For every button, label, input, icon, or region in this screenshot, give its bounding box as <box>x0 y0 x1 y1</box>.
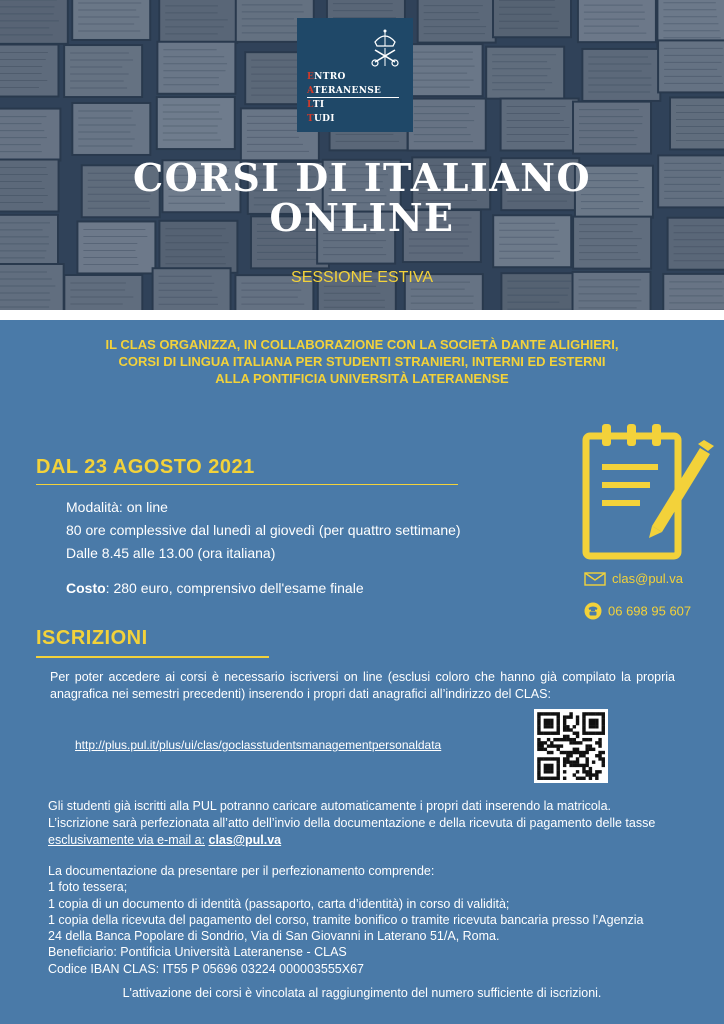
logo-line: ENTRO <box>307 72 346 82</box>
cost-label: Costo <box>66 580 106 596</box>
intro-text <box>0 336 724 387</box>
logo-wordmark <box>307 70 381 126</box>
exclusive-label: esclusivamente via e-mail a: <box>48 833 206 847</box>
logo-line: ATERANENSE <box>307 86 382 96</box>
date-underline <box>36 484 458 485</box>
documents-line: 1 copia di un documento di identità (passaporto, carta d’identità) in corso di validità; <box>48 896 510 911</box>
registration-underline <box>36 656 269 658</box>
documents-line: 1 copia della ricevuta del pagamento del corso, tramite bonifico o tramite ricevuta bancaria presso l’Agenzia <box>48 912 644 927</box>
course-cost <box>66 580 364 596</box>
registration-email-link[interactable]: clas@pul.va <box>208 833 282 847</box>
divider-band <box>0 310 724 320</box>
course-time: Dalle 8.45 alle 13.00 (ora italiana) <box>66 545 276 561</box>
notepad-pencil-icon <box>582 422 714 562</box>
hero-banner <box>0 0 724 310</box>
cost-value: : 280 euro, comprensivo dell'esame finale <box>105 580 364 596</box>
main-title-line2: ONLINE <box>269 195 455 240</box>
registration-heading: ISCRIZIONI <box>36 627 148 649</box>
course-hours: 80 ore complessive dal lunedì al giovedì (per quattro settimane) <box>66 522 461 538</box>
registration-details <box>48 798 688 849</box>
qr-code[interactable] <box>534 709 608 783</box>
documents-list <box>48 863 698 977</box>
documents-line: La documentazione da presentare per il perfezionamento comprende: <box>48 864 435 878</box>
registration-link[interactable]: http://plus.pul.it/plus/ui/clas/goclasstudentsmanagementpersonaldata <box>75 738 442 752</box>
intro-line: ALLA PONTIFICIA UNIVERSITÀ LATERANENSE <box>215 371 509 386</box>
contact-email[interactable] <box>584 570 683 586</box>
session-subtitle: SESSIONE ESTIVA <box>291 269 433 286</box>
envelope-icon <box>584 572 606 586</box>
contact-phone[interactable] <box>584 602 691 620</box>
intro-line: CORSI DI LINGUA ITALIANA PER STUDENTI STRANIERI, INTERNI ED ESTERNI <box>118 354 606 369</box>
main-title-line1: CORSI DI ITALIANO <box>132 155 592 200</box>
documents-line: 1 foto tessera; <box>48 880 128 895</box>
documents-line: Beneficiario: Pontificia Università Lateranense - CLAS <box>48 945 347 960</box>
clas-logo <box>297 18 413 132</box>
phone-icon <box>584 602 602 620</box>
contact-phone-text: 06 698 95 607 <box>608 603 692 619</box>
logo-line: LTI <box>307 100 325 110</box>
registration-intro: Per poter accedere ai corsi è necessario iscriversi on line (esclusi coloro che hanno già compilato la propria anagrafica nei semestri precedenti) inserendo i propri dati anagrafici all’indirizzo del CLAS: <box>50 670 675 701</box>
course-modality: Modalità: on line <box>66 499 168 515</box>
documents-line: 24 della Banca Popolare di Sondrio, Via di San Giovanni in Laterano 51/A, Roma. <box>48 929 500 944</box>
documents-line: Codice IBAN CLAS: IT55 P 05696 03224 000003555X67 <box>48 961 364 976</box>
papal-emblem-icon <box>367 28 403 68</box>
contact-email-text: clas@pul.va <box>612 571 684 587</box>
course-start-date: DAL 23 AGOSTO 2021 <box>36 456 255 478</box>
completion-note <box>48 815 688 849</box>
activation-note: L'attivazione dei corsi è vincolata al raggiungimento del numero sufficiente di iscrizioni. <box>122 986 602 1000</box>
logo-divider <box>307 97 399 98</box>
pul-students-note: Gli studenti già iscritti alla PUL potranno caricare automaticamente i propri dati inserendo la matricola. <box>48 799 612 813</box>
logo-line: TUDI <box>307 114 335 124</box>
completion-text: L’iscrizione sarà perfezionata all’atto dell’invio della documentazione e della ricevuta di pagamento delle tasse <box>48 816 656 830</box>
intro-line: IL CLAS ORGANIZZA, IN COLLABORAZIONE CON LA SOCIETÀ DANTE ALIGHIERI, <box>105 337 619 352</box>
